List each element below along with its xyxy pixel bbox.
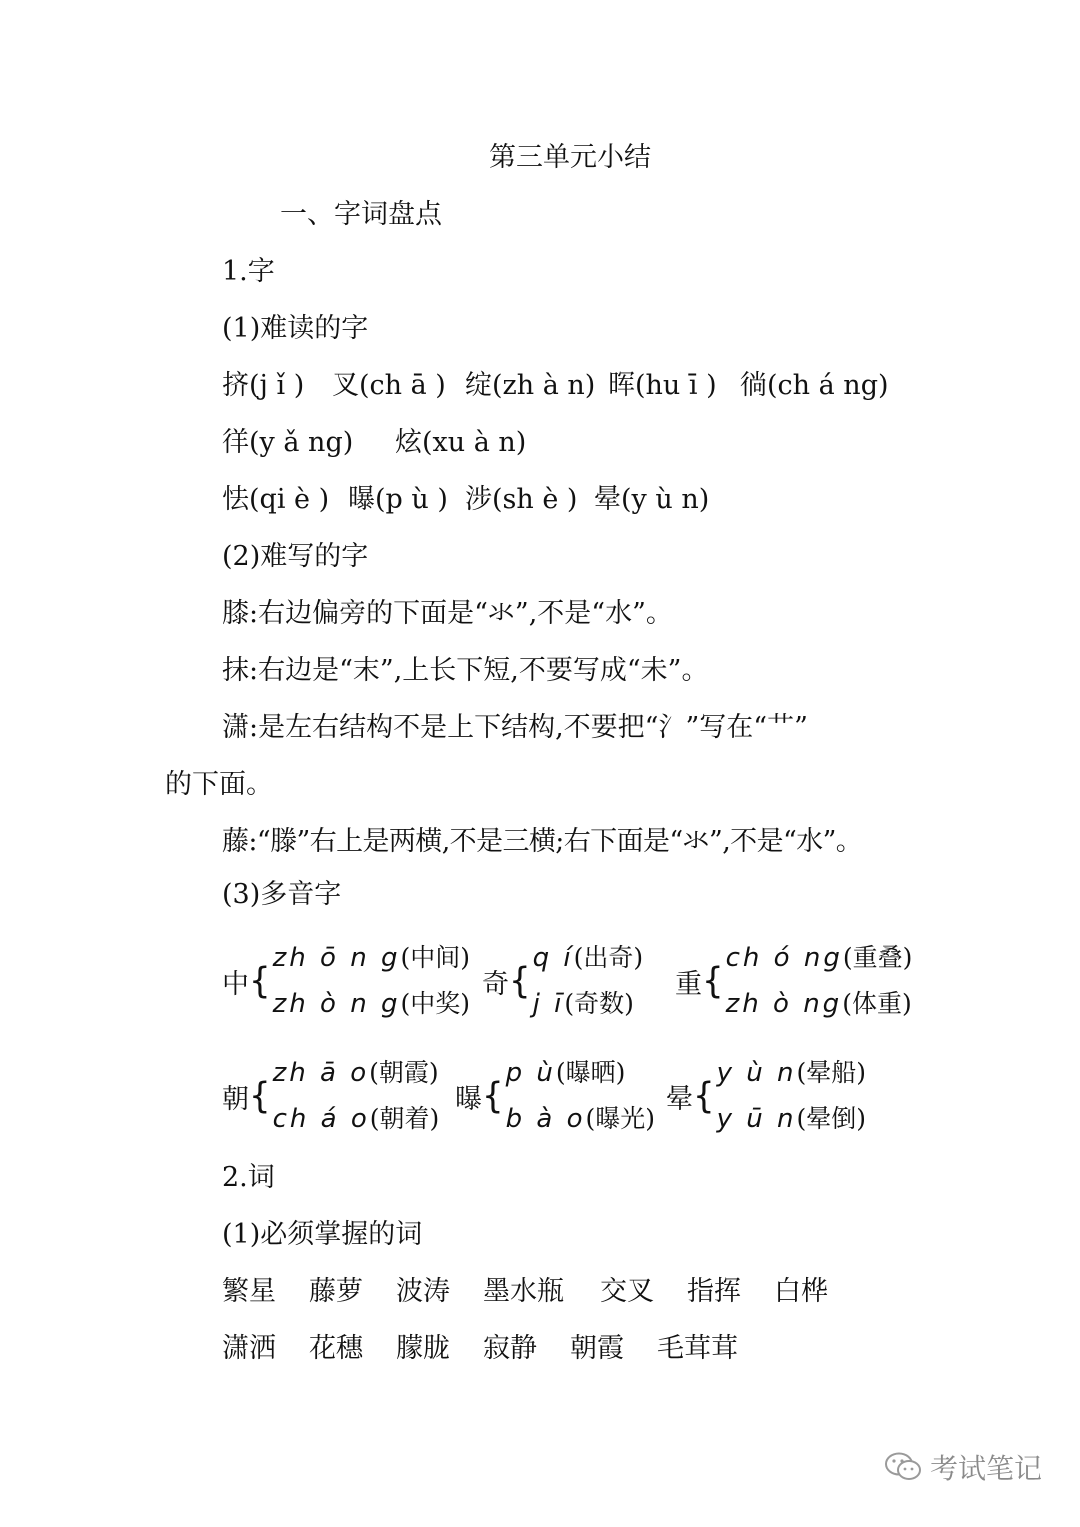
reading-item: 绽(zh à n) [465,370,596,401]
reading-item: 炫(xu à n) [395,427,527,458]
example-word: (奇数) [564,989,634,1018]
subsection-heading: 2.词 [222,1162,275,1193]
polyphone-group [222,1050,439,1142]
reading-item: 徉(y ǎ ng) [222,427,354,458]
example-word: (中间) [400,943,470,972]
pinyin: zh ò n g [272,989,401,1019]
watermark [884,1447,1042,1487]
word: 朦胧 [396,1333,450,1364]
word: 朝霞 [570,1333,624,1364]
brace-symbol: { [249,960,271,1002]
pinyin: p ù [505,1058,556,1088]
reading-item: 晕(y ù n) [594,484,710,515]
reading-item: 徜(ch á ng) [740,370,889,401]
brace-symbol: { [249,1075,271,1117]
word: 波涛 [396,1276,450,1307]
brace-symbol: { [482,1075,504,1117]
pinyin: y ū n [716,1104,797,1134]
example-word: (曝光) [585,1104,656,1133]
polyphone-group [455,1050,655,1142]
polyphone-group [482,935,643,1027]
word: 繁星 [222,1276,276,1307]
polyphone-char: 曝 [455,1083,482,1115]
pinyin: ch ó ng [725,943,843,973]
pinyin: j ī [532,989,565,1019]
polyphone-group [675,935,912,1027]
example-word: (朝霞) [369,1058,439,1087]
watermark-text: 考试笔记 [929,1452,1042,1485]
word: 毛茸茸 [657,1333,738,1364]
hard-write-note-continued: 的下面。 [165,769,273,800]
word: 藤萝 [309,1276,363,1307]
example-word: (出奇) [573,943,644,972]
hard-write-note: 抹:右边是“末”,上长下短,不要写成“未”。 [222,655,709,686]
example-word: (晕船) [796,1058,867,1087]
subsection-heading: 1.字 [222,256,275,287]
example-word: (晕倒) [796,1104,867,1133]
reading-item: 晖(hu ī ) [608,370,717,401]
reading-item: 叉(ch ā ) [332,370,446,401]
page-title: 第三单元小结 [489,142,651,173]
polyphone-char: 奇 [482,968,509,1000]
example-word: (体重) [842,989,912,1018]
hard-write-note: 膝:右边偏旁的下面是“氺”,不是“水”。 [222,598,673,629]
polyphone-char: 重 [675,968,702,1000]
pinyin: ch á o [272,1104,370,1134]
word: 白桦 [774,1276,828,1307]
example-word: (朝着) [369,1104,440,1133]
reading-item: 怯(qi è ) [222,484,330,515]
polyphone-char: 晕 [666,1083,693,1115]
example-word: (曝晒) [555,1058,626,1087]
polyphone-char: 中 [222,968,249,1000]
polyphone-group [222,935,470,1027]
reading-item: 涉(sh è ) [465,484,578,515]
brace-symbol: { [693,1075,715,1117]
brace-symbol: { [702,960,724,1002]
reading-item: 挤(j ǐ ) [222,370,305,401]
pinyin: zh ā o [272,1058,370,1088]
pinyin: b à o [505,1104,586,1134]
word: 指挥 [687,1276,741,1307]
polyphone-char: 朝 [222,1083,249,1115]
word: 墨水瓶 [483,1276,564,1307]
wechat-icon [884,1451,922,1483]
pinyin: y ù n [716,1058,797,1088]
pinyin: zh ō n g [272,943,401,973]
example-word: (中奖) [400,989,470,1018]
polyphone-heading: (3)多音字 [222,879,342,910]
hard-write-note: 藤:“滕”右上是两横,不是三横;右下面是“氺”,不是“水”。 [222,826,863,857]
polyphone-group [666,1050,866,1142]
word: 交叉 [600,1276,654,1307]
example-word: (重叠) [842,943,913,972]
words-heading: (1)必须掌握的词 [222,1219,423,1250]
brace-symbol: { [509,960,531,1002]
section-heading: 一、字词盘点 [280,199,442,230]
hard-write-heading: (2)难写的字 [222,541,369,572]
pinyin: zh ò ng [725,989,843,1019]
hard-write-note: 潇:是左右结构不是上下结构,不要把“氵”写在“艹” [222,712,808,743]
word: 寂静 [483,1333,537,1364]
hard-read-heading: (1)难读的字 [222,313,369,344]
pinyin: q í [532,943,574,973]
word: 潇洒 [222,1333,276,1364]
word: 花穗 [309,1333,363,1364]
reading-item: 曝(p ù ) [348,484,448,515]
